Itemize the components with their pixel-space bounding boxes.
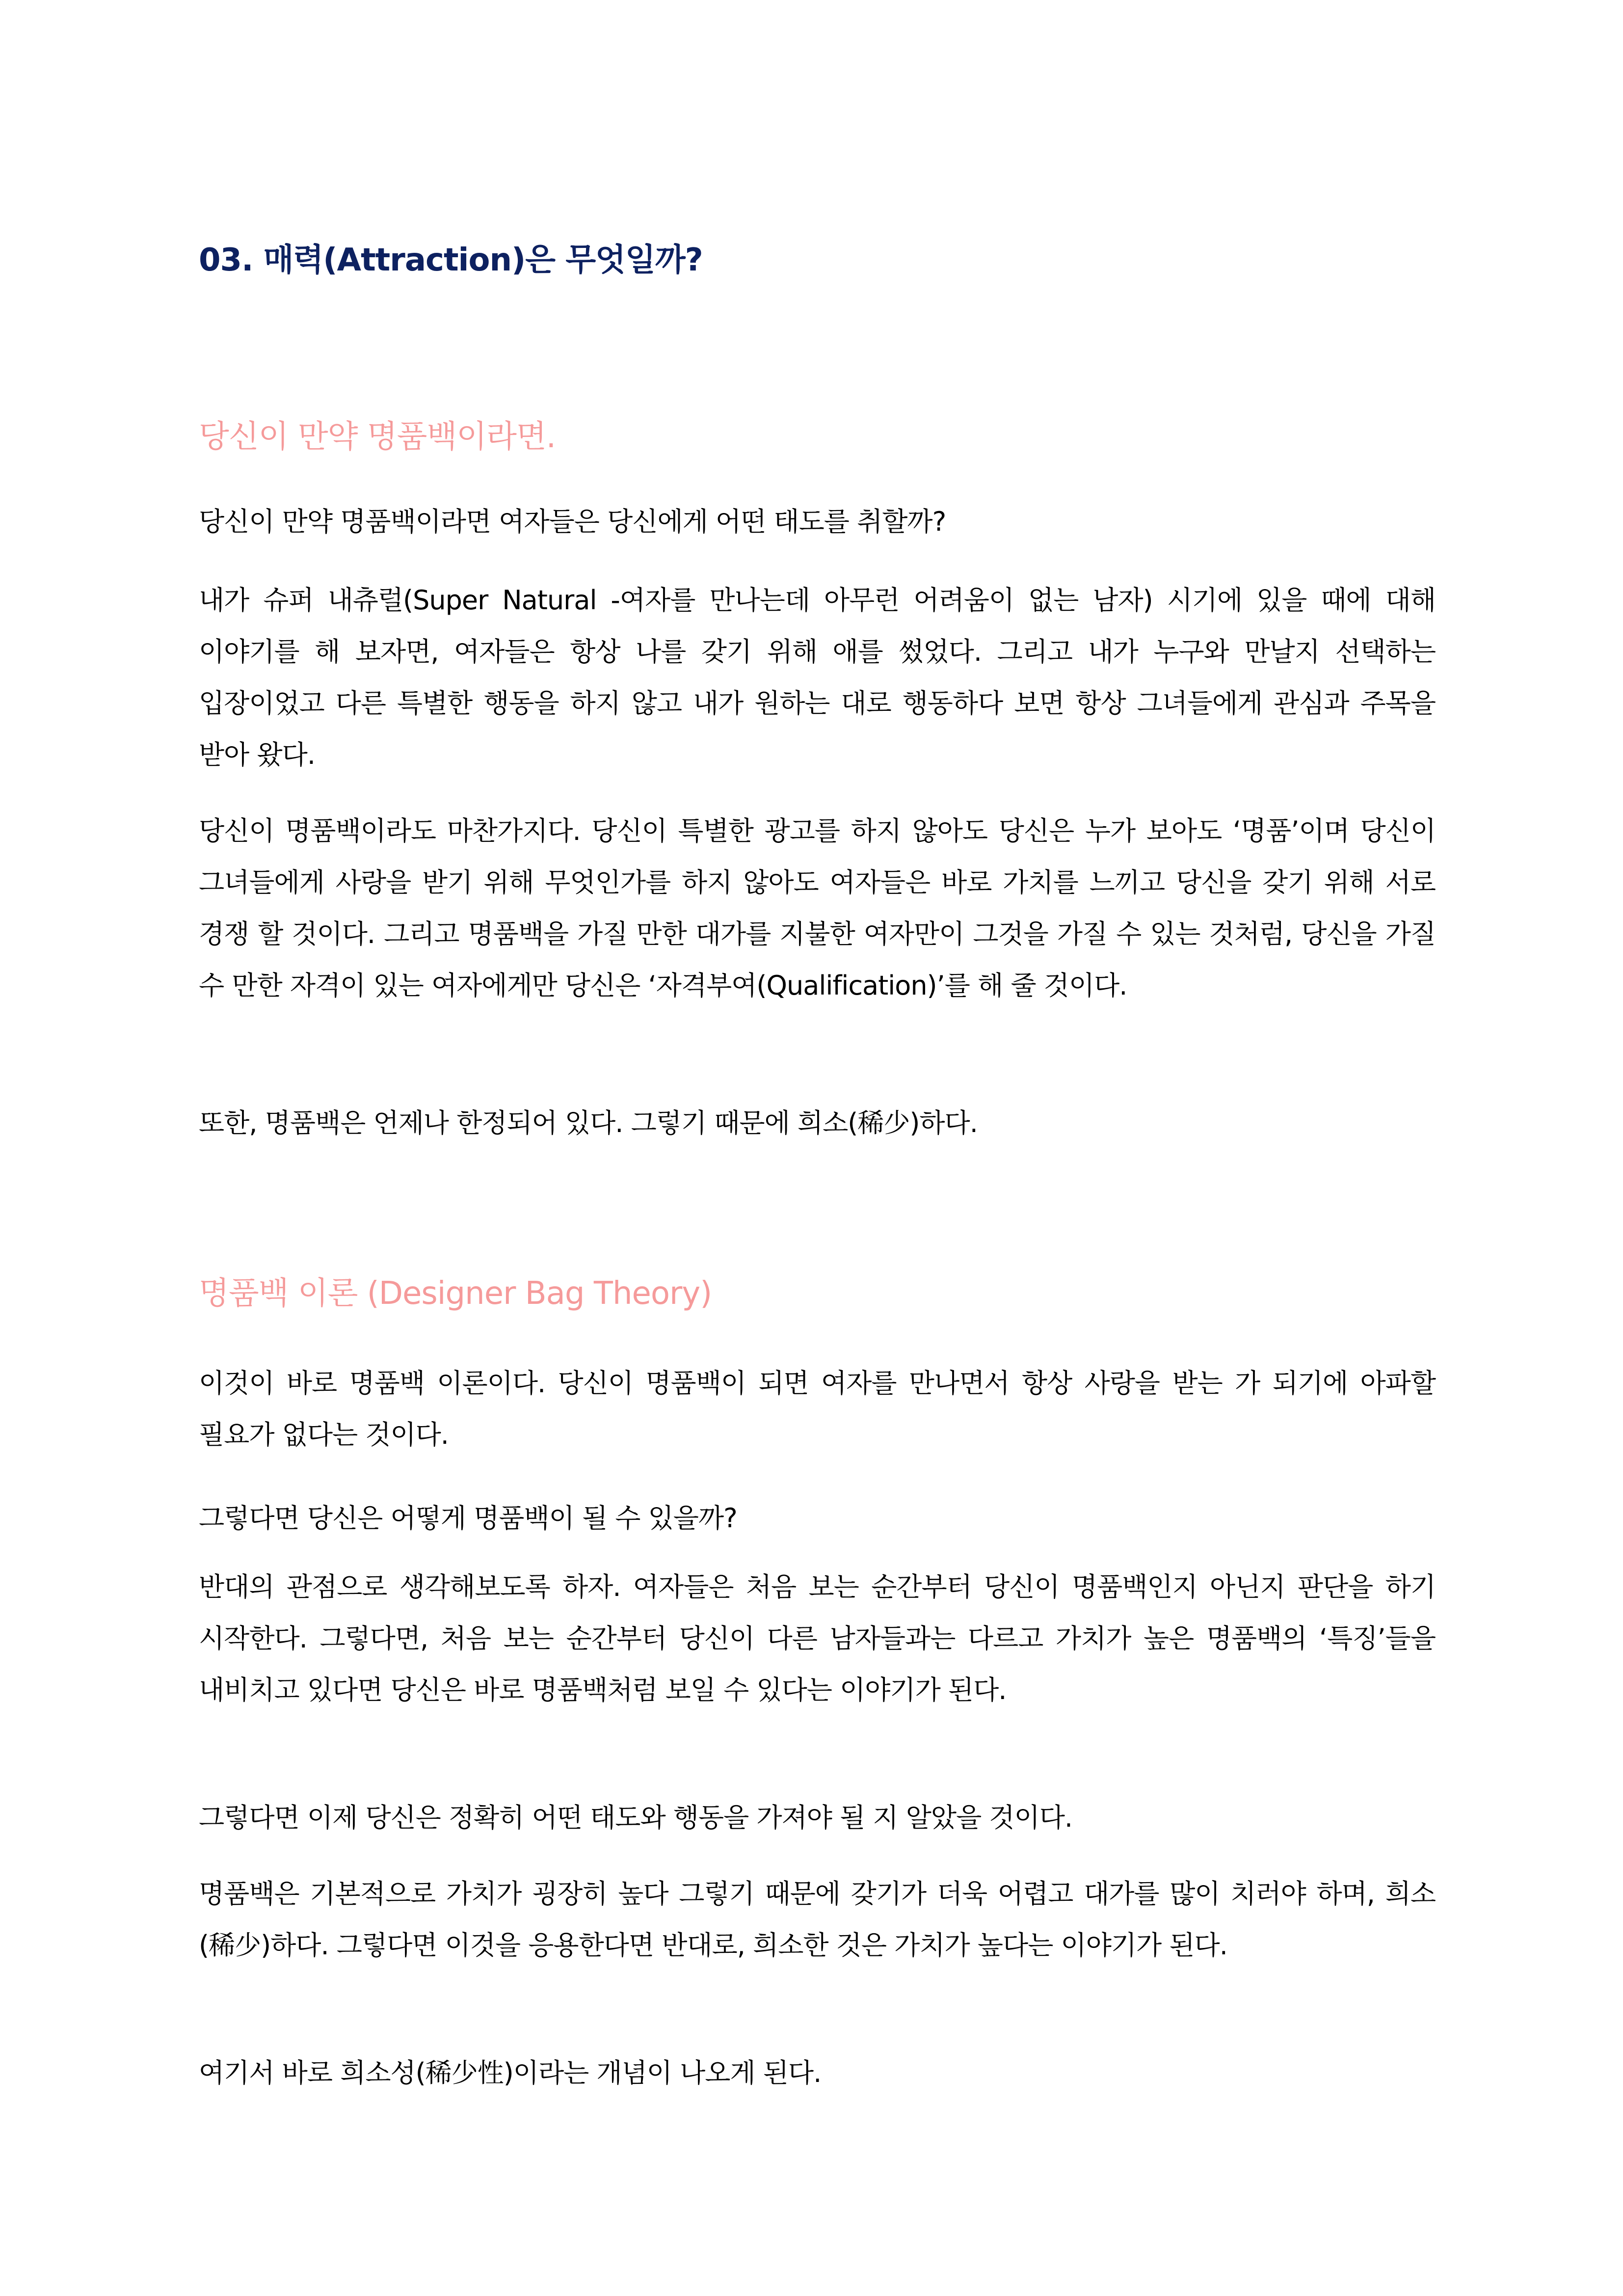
paragraph: 당신이 명품백이라도 마찬가지다. 당신이 특별한 광고를 하지 않아도 당신은 누가 보아도 ‘명품’이며 당신이 그녀들에게 사랑을 받기 위해 무엇인가를 하지 않아도 여자들은 바로 가치를 느끼고 당신을 갖기 위해 서로 경쟁 할 것이다. 그리고 명품백을 가질 만한 대가를 지불한 여자만이 그것을 가질 수 있는 것처럼, 당신을 가질 수 만한 자격이 있는 여자에게만 당신은 ‘자격부여(Qualification)’를 해 줄 것이다. [199, 815, 1436, 1001]
paragraph: 또한, 명품백은 언제나 한정되어 있다. 그렇기 때문에 희소(稀少)하다. [199, 1107, 978, 1138]
paragraph: 반대의 관점으로 생각해보도록 하자. 여자들은 처음 보는 순간부터 당신이 명품백인지 아닌지 판단을 하기 시작한다. 그렇다면, 처음 보는 순간부터 당신이 다른 남자들과는 다르고 가치가 높은 명품백의 ‘특징’들을 내비치고 있다면 당신은 바로 명품백처럼 보일 수 있다는 이야기가 된다. [199, 1571, 1436, 1705]
section-heading-designer-bag-theory: 명품백 이론 (Designer Bag Theory) [199, 1275, 712, 1312]
paragraph: 내가 슈퍼 내츄럴(Super Natural -여자를 만나는데 아무런 어려움이 없는 남자) 시기에 있을 때에 대해 이야기를 해 보자면, 여자들은 항상 나를 갖기 위해 애를 썼었다. 그리고 내가 누구와 만날지 선택하는 입장이었고 다른 특별한 행동을 하지 않고 내가 원하는 대로 행동하다 보면 항상 그녀들에게 관심과 주목을 받아 왔다. [199, 585, 1436, 770]
paragraph: 당신이 만약 명품백이라면 여자들은 당신에게 어떤 태도를 취할까? [199, 506, 946, 537]
section-heading-designer-bag-if: 당신이 만약 명품백이라면. [199, 419, 556, 455]
paragraph: 그렇다면 당신은 어떻게 명품백이 될 수 있을까? [199, 1503, 737, 1534]
paragraph: 이것이 바로 명품백 이론이다. 당신이 명품백이 되면 여자를 만나면서 항상 사랑을 받는 가 되기에 아파할 필요가 없다는 것이다. [199, 1368, 1436, 1450]
paragraph: 명품백은 기본적으로 가치가 굉장히 높다 그렇기 때문에 갖기가 더욱 어렵고 대가를 많이 치러야 하며, 희소(稀少)하다. 그렇다면 이것을 응용한다면 반대로, 희소한 것은 가치가 높다는 이야기가 된다. [199, 1878, 1436, 1961]
paragraph: 여기서 바로 희소성(稀少性)이라는 개념이 나오게 된다. [199, 2057, 822, 2088]
paragraph: 그렇다면 이제 당신은 정확히 어떤 태도와 행동을 가져야 될 지 알았을 것이다. [199, 1802, 1073, 1833]
chapter-title: 03. 매력(Attraction)은 무엇일까? [199, 242, 703, 278]
